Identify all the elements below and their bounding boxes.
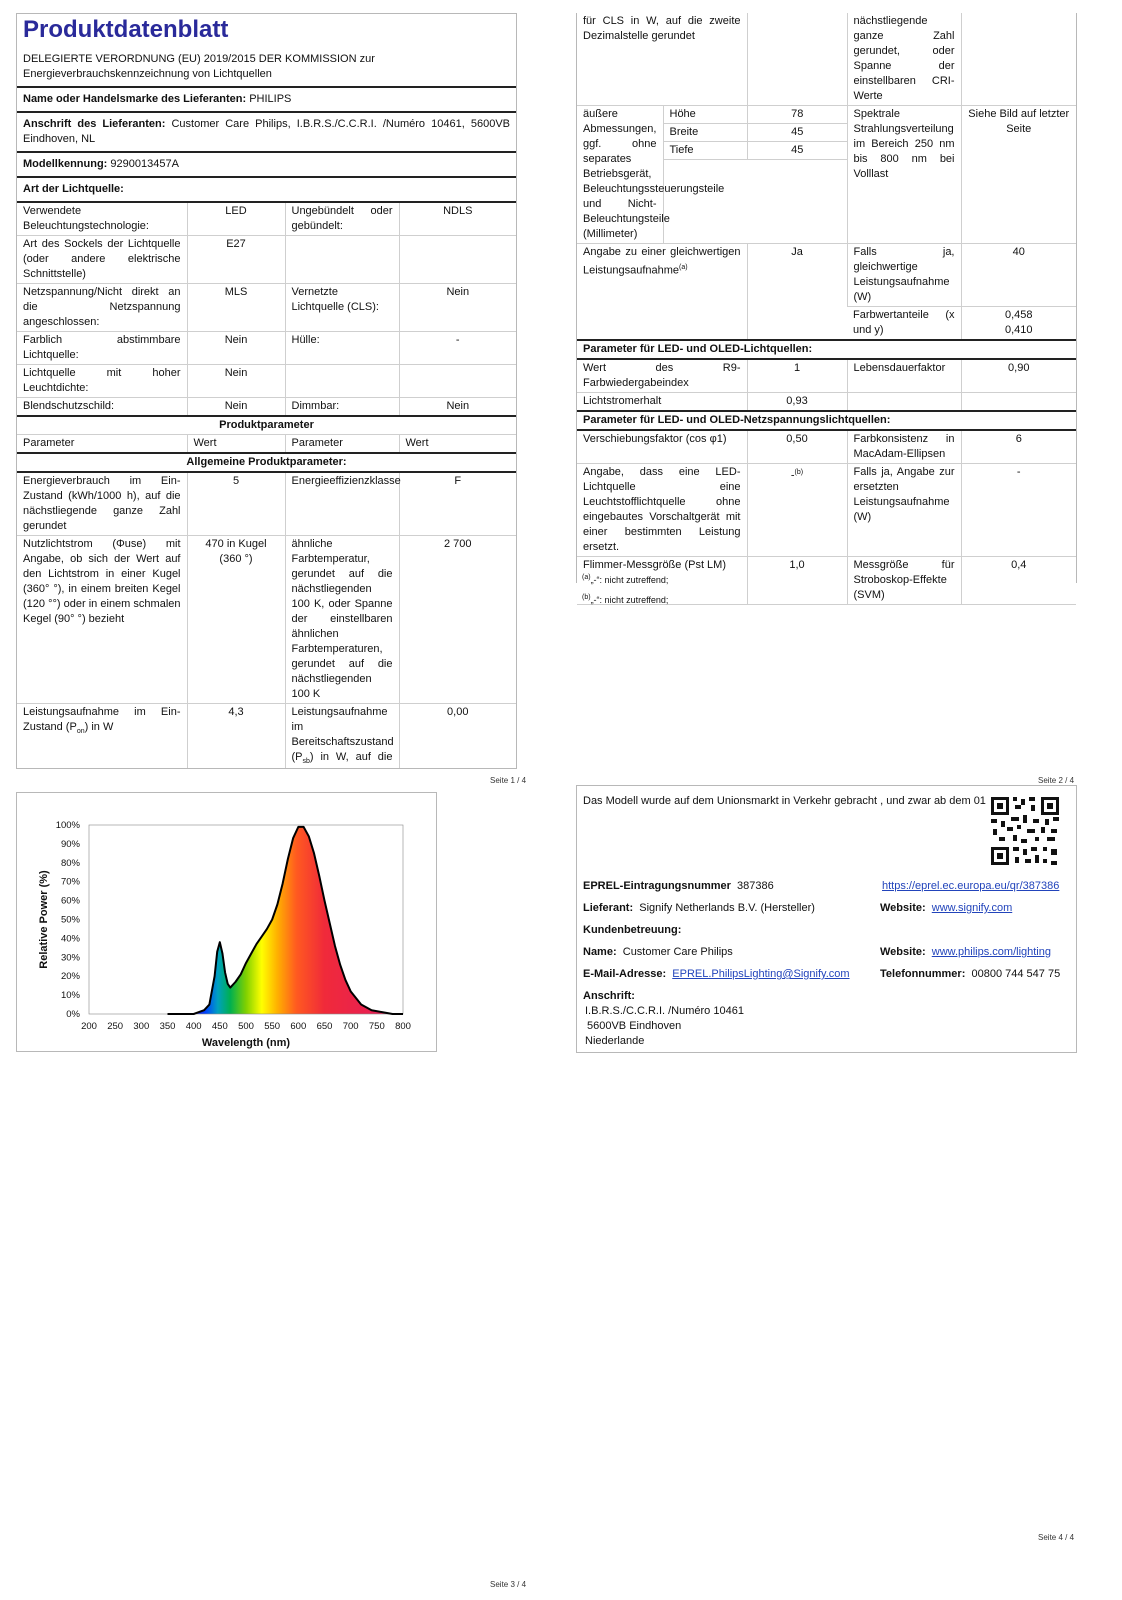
website2-row (880, 946, 1051, 958)
y-tick-label: 30% (60, 952, 80, 964)
dims-subtable (664, 106, 847, 160)
chroma-y: 0,410 (1004, 324, 1033, 336)
value-cell: 5 (187, 472, 285, 536)
param-cell (847, 393, 961, 412)
param-text: Leistungsaufnahme im Bereitschaftszustand (P (291, 706, 394, 763)
param-cell: Nutzlichtstrom (Φuse) mit Angabe, ob sich der Wert auf den Lichtstrom in einer Kugel (360° °), in einem breiten Kegel (120 °°) oder in einem schmalen Kegel (90° °) bezieht (23, 538, 181, 625)
param-cell: Farbwertanteile (x und y) (853, 309, 955, 336)
page-number: Seite 1 / 4 (490, 776, 527, 785)
value-cell: MLS (187, 284, 285, 332)
dim-value: 45 (748, 142, 847, 160)
value-cell: 2 700 (399, 536, 516, 704)
table-row (17, 398, 516, 417)
x-tick-label: 200 (81, 1021, 97, 1032)
phone-row (880, 968, 1060, 980)
eprel-link[interactable]: https://eprel.ec.europa.eu/qr/387386 (882, 880, 1060, 892)
eprel-label: EPREL-Eintragungsnummer (583, 880, 731, 892)
address-line: Niederlande (585, 1035, 645, 1047)
care-name-row (583, 946, 733, 958)
supplier-value: Signify Netherlands B.V. (Hersteller) (639, 902, 815, 914)
mains-params-heading: Parameter für LED- und OLED-Netzspannungslichtquellen: (583, 414, 891, 426)
value-cell (399, 365, 516, 398)
value-cell: 40 (961, 244, 1076, 307)
value-cell: 4,3 (187, 704, 285, 770)
care-name-label: Name: (583, 946, 617, 958)
dims-cell (663, 106, 847, 244)
value-text: - (790, 469, 795, 482)
param-cell: Farblich abstimmbare Lichtquelle: (23, 334, 181, 361)
param-cell: Falls ja, gleichwertige Leistungsaufnahme (W) (847, 244, 961, 307)
param-text: Leistungsaufnahme im Ein-Zustand (P (23, 706, 181, 733)
chroma-x: 0,458 (1004, 309, 1033, 321)
value-cell: LED (187, 203, 285, 236)
value-cell: 1 (747, 359, 847, 393)
param-cell: Lichtquelle mit hoher Leuchtdichte: (23, 367, 181, 394)
table-row (17, 365, 516, 398)
table-row (17, 416, 516, 435)
param-cell: äußere Abmessungen, ggf. ohne separates Betriebsgerät, Beleuchtungssteuerungsteile und Nicht-Beleuchtungsteile (Millimeter) (583, 108, 725, 240)
spectral-chart (17, 793, 436, 1051)
param-cell: für CLS in W, auf die zweite Dezimalstelle gerundet (583, 15, 741, 42)
param-cell: Wert des R9-Farbwiedergabeindex (583, 362, 741, 389)
table-row (577, 106, 1076, 244)
column-header: Wert (399, 435, 516, 454)
table-row (577, 244, 1076, 307)
param-cell: Vernetzte Lichtquelle (CLS): (285, 284, 399, 332)
y-tick-label: 60% (60, 895, 80, 907)
footnote-text: „-“: nicht zutreffend; (590, 595, 669, 605)
x-tick-label: 500 (238, 1021, 254, 1032)
led-params-heading: Parameter für LED- und OLED-Lichtquellen: (583, 343, 813, 355)
x-tick-label: 250 (107, 1021, 124, 1032)
supplier-label: Lieferant: (583, 902, 634, 914)
value-cell: NDLS (399, 203, 516, 236)
footnote-mark: (a) (582, 574, 591, 581)
param-subscript: sb (302, 758, 310, 766)
value-cell (747, 464, 847, 557)
eprel-value: 387386 (737, 880, 774, 892)
website2-label: Website: (880, 946, 926, 958)
param-cell: Hülle: (285, 332, 399, 365)
param-cell (17, 704, 187, 770)
y-tick-label: 100% (55, 820, 80, 831)
table-row (17, 236, 516, 284)
value-cell: Nein (399, 398, 516, 417)
dim-name: Breite (669, 126, 699, 138)
footnote-mark: (b) (582, 594, 591, 601)
value-cell: 0,93 (747, 393, 847, 412)
page-number: Seite 4 / 4 (1038, 1533, 1075, 1542)
website1-link[interactable]: www.signify.com (931, 902, 1013, 914)
param-cell: Dimmbar: (285, 398, 399, 417)
page-3 (16, 792, 437, 1052)
x-tick-label: 550 (264, 1021, 281, 1032)
y-tick-label: 70% (60, 876, 80, 888)
x-tick-label: 300 (133, 1021, 150, 1032)
table-header-row (17, 435, 516, 454)
x-axis-title: Wavelength (nm) (201, 1037, 291, 1049)
email-link[interactable]: EPREL.PhilipsLighting@Signify.com (672, 968, 850, 980)
y-tick-label: 0% (66, 1009, 80, 1020)
phone-value: 00800 744 547 75 (971, 968, 1061, 980)
table-row (577, 411, 1076, 430)
dims-row (664, 124, 847, 142)
page-4 (576, 785, 1077, 1053)
param-cell: Messgröße für Stroboskop-Effekte (SVM) (847, 557, 961, 605)
email-label: E-Mail-Adresse: (583, 968, 667, 980)
value-cell (961, 393, 1076, 412)
page2-table (577, 13, 1076, 605)
model-id-row (17, 153, 516, 178)
x-tick-label: 650 (316, 1021, 333, 1032)
column-header: Parameter (285, 435, 399, 454)
eprel-row (583, 880, 774, 892)
column-header: Parameter (23, 437, 75, 449)
param-cell (285, 236, 399, 284)
value-cell: - (399, 332, 516, 365)
param-cell: nächstliegende ganze Zahl gerundet, oder Spanne der einstellbaren CRI-Werte (847, 13, 961, 106)
table-row (17, 472, 516, 536)
y-axis-title: Relative Power (%) (38, 870, 50, 969)
address-heading: Anschrift: (583, 990, 635, 1002)
dims-row (664, 106, 847, 124)
page-1 (16, 13, 517, 769)
value-cell: 1,0 (747, 557, 847, 605)
param-cell: Energieeffizienzklasse (285, 472, 399, 536)
param-cell: Angabe, dass eine LED-Lichtquelle eine Leuchtstofflichtquelle ohne eingebautes Vorschaltgerät mit einer bestimmten Leistung ersetzt. (583, 466, 741, 553)
param-cell: Netzspannung/Nicht direkt an die Netzspannung angeschlossen: (23, 286, 181, 328)
light-source-type-heading: Art der Lichtquelle: (17, 178, 516, 203)
value-cell: Siehe Bild auf letzter Seite (961, 106, 1076, 244)
address-line: 5600VB Eindhoven (587, 1020, 682, 1032)
param-cell: Flimmer-Messgröße (Pst LM) (583, 559, 727, 571)
supplier-row (583, 902, 815, 914)
x-tick-label: 700 (342, 1021, 359, 1032)
x-tick-label: 450 (211, 1021, 228, 1032)
x-tick-label: 750 (368, 1021, 385, 1032)
x-tick-label: 350 (159, 1021, 176, 1032)
value-cell: F (399, 472, 516, 536)
value-cell: Nein (187, 365, 285, 398)
supplier-address-value: Customer Care Philips, I.B.R.S./C.C.R.I. /Numéro 10461, 5600VB Eindhoven, NL (23, 118, 510, 145)
page-number: Seite 2 / 4 (1038, 776, 1075, 785)
value-cell: 0,90 (961, 359, 1076, 393)
supplier-address-label: Anschrift des Lieferanten: (23, 118, 166, 130)
param-text: Angabe zu einer gleichwertigen Leistungsaufnahme (583, 246, 741, 277)
value-cell (961, 307, 1076, 341)
value-cell: 470 in Kugel (360 °) (187, 536, 285, 704)
table-row (17, 203, 516, 236)
param-cell: Spektrale Strahlungsverteilung im Bereich 250 nm bis 800 nm bei Volllast (847, 106, 961, 244)
param-cell: Ungebündelt oder gebündelt: (285, 203, 399, 236)
value-cell: 0,4 (961, 557, 1076, 605)
dim-name: Tiefe (669, 144, 694, 156)
table-row (577, 393, 1076, 412)
param-cell: Art des Sockels der Lichtquelle (oder andere elektrische Schnittstelle) (23, 238, 181, 280)
market-date-text: Das Modell wurde auf dem Unionsmarkt in Verkehr gebracht , und zwar ab dem 01 (583, 795, 986, 807)
value-cell: Nein (399, 284, 516, 332)
y-tick-label: 40% (60, 933, 80, 945)
x-tick-label: 400 (185, 1021, 202, 1032)
model-id-label: Modellkennung: (23, 158, 108, 170)
table-row (577, 13, 1076, 106)
phone-label: Telefonnummer: (880, 968, 966, 980)
document-title: Produktdatenblatt (23, 16, 229, 43)
x-tick-label: 800 (395, 1021, 411, 1032)
dim-value: 78 (748, 106, 847, 124)
qr-code-icon (989, 795, 1061, 867)
footnote-mark: (b) (794, 469, 804, 476)
value-cell: 6 (961, 430, 1076, 464)
address-line: I.B.R.S./C.C.R.I. /Numéro 10461 (585, 1005, 744, 1017)
chart-plot (38, 820, 411, 1049)
model-id-value: 9290013457A (110, 158, 179, 170)
table-row (577, 464, 1076, 557)
table-row (17, 536, 516, 704)
footnotes (582, 569, 668, 609)
value-cell (399, 236, 516, 284)
customer-care-heading: Kundenbetreuung: (583, 924, 682, 936)
website1-row (880, 902, 1012, 914)
y-tick-label: 10% (60, 990, 80, 1002)
care-name-value: Customer Care Philips (622, 946, 733, 958)
param-cell: Verwendete Beleuchtungstechnologie: (23, 205, 149, 232)
y-tick-label: 80% (60, 857, 80, 869)
website2-link[interactable]: www.philips.com/lighting (931, 946, 1051, 958)
page-number: Seite 3 / 4 (490, 1580, 527, 1589)
dim-name: Höhe (669, 108, 696, 120)
footnote-b (582, 589, 668, 609)
table-row (577, 359, 1076, 393)
supplier-brand-value: PHILIPS (249, 93, 292, 105)
param-subscript: on (76, 728, 85, 736)
supplier-brand-label: Name oder Handelsmarke des Lieferanten: (23, 93, 247, 105)
param-text: ) in W (84, 721, 114, 733)
value-cell (747, 13, 847, 106)
param-text: ) in W, auf die (309, 751, 393, 763)
supplier-brand-row (17, 88, 516, 113)
light-source-table (17, 203, 516, 769)
param-cell: Farbkonsistenz in MacAdam-Ellipsen (847, 430, 961, 464)
table-row (577, 430, 1076, 464)
footnote-mark: (a) (679, 264, 688, 271)
product-params-heading: Produktparameter (219, 419, 314, 431)
value-cell: Nein (187, 398, 285, 417)
param-cell: Energieverbrauch im Ein-Zustand (kWh/1000 h), auf die nächstliegende ganze Zahl gerundet (23, 475, 181, 532)
param-cell (577, 244, 747, 341)
column-header: Wert (187, 435, 285, 454)
param-cell: Lebensdauerfaktor (847, 359, 961, 393)
supplier-address-row (17, 113, 516, 153)
param-cell: Verschiebungsfaktor (cos φ1) (583, 433, 727, 445)
param-cell: Falls ja, Angabe zur ersetzten Leistungsaufnahme (W) (847, 464, 961, 557)
table-row (17, 704, 516, 770)
footnote-a (582, 569, 668, 589)
x-tick-label: 600 (290, 1021, 307, 1032)
value-cell: E27 (187, 236, 285, 284)
regulation-text: DELEGIERTE VERORDNUNG (EU) 2019/2015 DER KOMMISSION zur Energieverbrauchskennzeichnung von Lichtquellen (17, 48, 516, 88)
param-cell: Lichtstromerhalt (583, 395, 662, 407)
param-cell (285, 704, 399, 770)
table-row (17, 453, 516, 472)
table-row (17, 332, 516, 365)
value-cell: - (961, 464, 1076, 557)
param-cell: ähnliche Farbtemperatur, gerundet auf die nächstliegenden 100 K, oder Spanne der einstellbaren ähnlichen Farbtemperaturen, gerundet auf die nächstliegenden 100 K (285, 536, 399, 704)
website1-label: Website: (880, 902, 926, 914)
dims-row (664, 142, 847, 160)
param-cell: Blendschutzschild: (23, 400, 115, 412)
dim-value: 45 (748, 124, 847, 142)
value-cell (961, 13, 1076, 106)
y-tick-label: 20% (60, 971, 80, 983)
value-cell: 0,00 (399, 704, 516, 770)
y-tick-label: 50% (60, 914, 80, 926)
table-row (577, 340, 1076, 359)
email-row (583, 968, 850, 980)
value-cell: 0,50 (747, 430, 847, 464)
param-cell (285, 365, 399, 398)
table-row (17, 284, 516, 332)
general-params-heading: Allgemeine Produktparameter: (186, 456, 347, 468)
value-cell: Nein (187, 332, 285, 365)
footnote-text: „-“: nicht zutreffend; (590, 575, 669, 585)
value-cell: Ja (747, 244, 847, 341)
y-tick-label: 90% (60, 838, 80, 850)
